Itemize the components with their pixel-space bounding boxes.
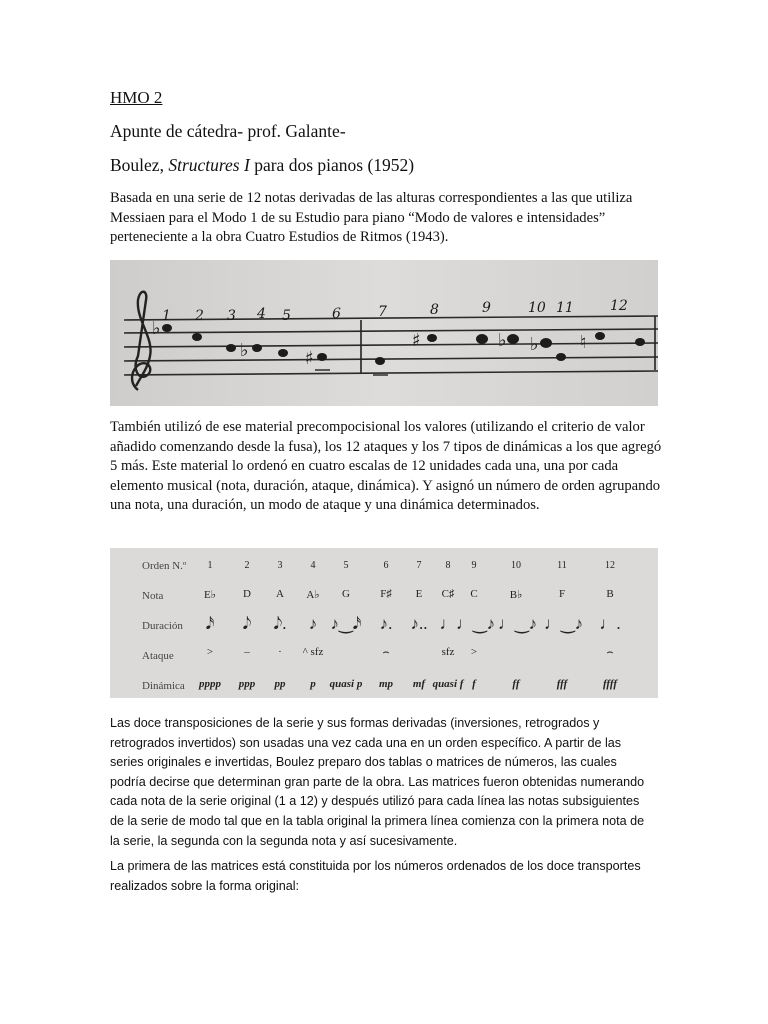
score-number: 3 (227, 308, 236, 324)
orden-cell: 10 (511, 560, 521, 571)
document-heading: HMO 2 (110, 88, 163, 107)
duracion-cell: ♩ (439, 614, 457, 633)
nota-cell: F♯ (380, 588, 392, 600)
ataque-cell: · (278, 646, 282, 658)
dinamica-cell: mf (412, 678, 426, 690)
row-label-nota: Nota (142, 590, 164, 602)
paragraph-transpositions: Las doce transposiciones de la serie y sus formas derivadas (inversiones, retrogrados y retrogrados invertidos) son usadas una vez cada una en un orden específico. A partir de las series originales e invertidas, Boulez preparo dos tablas o matrices de números, las cuales podría decirse que determinan gran parte de la obra. Las matrices fueron obtenidas numerando cada nota de la serie original (1 a 12) y después utilizó para cada línea las notas subsiguientes de la serie de modo tal que en la tabla original la primera línea comienza con la primera nota de la serie, la segunda con la segunda nota y así sucesivamente. (110, 716, 645, 848)
score-number: 7 (378, 304, 387, 320)
duracion-cell: ♪‿𝅘𝅥𝅯 (330, 614, 362, 633)
score-number: 1 (162, 308, 171, 324)
score-number: 5 (282, 308, 291, 324)
row-label-ataque: Ataque (142, 650, 174, 662)
nota-cell: F (558, 588, 566, 600)
score-number: 6 (332, 306, 341, 322)
dinamica-cell: pp (274, 678, 286, 690)
dinamica-cell: quasi f (432, 678, 464, 690)
orden-cell: 3 (277, 560, 283, 571)
svg-text:♯: ♯ (305, 348, 314, 369)
svg-text:♭: ♭ (498, 330, 507, 351)
svg-text:♭: ♭ (240, 340, 249, 361)
nota-cell: G (342, 588, 350, 600)
orden-cell: 9 (471, 560, 477, 571)
nota-cell: A♭ (306, 589, 320, 601)
score-staff (110, 260, 658, 406)
dinamica-cell: p (310, 678, 316, 690)
duracion-cell: ♩‿♪ (498, 614, 538, 633)
ataque-cell: > (206, 646, 214, 658)
orden-cell: 12 (605, 560, 615, 571)
nota-cell: A (276, 588, 284, 600)
score-number: 9 (482, 300, 491, 316)
svg-text:♭: ♭ (530, 334, 539, 355)
dinamica-cell: ff (512, 678, 520, 690)
nota-cell: E♭ (204, 589, 216, 601)
score-number: 8 (430, 302, 439, 318)
work-title (110, 155, 414, 176)
row-label-dinamica: Dinámica (142, 680, 185, 692)
svg-text:♮: ♮ (580, 332, 587, 353)
duracion-cell: ♪ (308, 614, 318, 633)
orden-cell: 6 (383, 560, 389, 571)
duracion-cell: ♩‿♪ (544, 614, 584, 633)
ataque-cell: ⌢ (606, 646, 614, 658)
ataque-cell: – (244, 646, 250, 658)
duracion-cell: 𝅘𝅥𝅯 (205, 614, 215, 633)
orden-cell: 5 (343, 560, 349, 571)
document-subtitle: Apunte de cátedra- prof. Galante- (110, 121, 346, 141)
nota-cell: C (470, 588, 478, 600)
svg-text:♯: ♯ (412, 330, 421, 351)
row-label-duracion: Duración (142, 620, 183, 632)
duracion-cell: ♩. (599, 614, 621, 633)
duracion-cell: 𝅘𝅥𝅮 (242, 614, 252, 633)
score-number: 11 (556, 300, 574, 316)
score-image (110, 260, 658, 406)
dinamica-cell: fff (556, 678, 568, 690)
duracion-cell: ♪.. (410, 614, 428, 633)
ataque-cell: ⌢ (382, 646, 390, 658)
dinamica-cell: ppp (238, 678, 256, 690)
paragraph-matrices: La primera de las matrices está constituida por los números ordenados de los doce transportes realizados sobre la forma original: (110, 859, 641, 893)
score-number: 10 (528, 300, 546, 316)
duracion-cell: 𝅘𝅥𝅮. (273, 614, 287, 633)
nota-cell: D (243, 588, 251, 600)
dinamica-cell: f (472, 678, 476, 690)
score-number: 4 (257, 306, 266, 322)
duracion-cell: ♩‿♪ (456, 614, 496, 633)
orden-cell: 2 (244, 560, 250, 571)
dinamica-cell: mp (378, 678, 394, 690)
dinamica-cell: pppp (199, 678, 221, 690)
nota-cell: B♭ (509, 589, 523, 601)
work-title-italic: Structures I (168, 155, 250, 175)
work-title-rest: para dos pianos (1952) (249, 155, 415, 175)
score-number: 12 (610, 298, 628, 314)
nota-cell: C♯ (441, 588, 455, 600)
paragraph-material: También utilizó de ese material precompocisional los valores (utilizando el criterio de valor añadido comenzando desde la fusa), los 12 ataques y los 7 tipos de dinámicas a los que agregó 5 más. Este material lo ordenó en cuatro escalas de 12 unidades cada una, una por cada elemento musical (nota, duración, ataque, dinámica). Y asignó un número de orden agrupando una nota, una duración, un modo de ataque y una dinámica determinados. (110, 419, 662, 514)
ataque-cell: ^ sfz (302, 646, 324, 658)
nota-cell: B (606, 588, 614, 600)
orden-cell: 11 (557, 560, 567, 571)
dinamica-cell: quasi p (329, 678, 363, 690)
paragraph-intro: Basada en una serie de 12 notas derivadas de las alturas correspondientes a las que utiliza Messiaen para el Modo 1 de su Estudio para piano “Modo de valores e intensidades” perteneciente a la obra Cuatro Estudios de Ritmos (1943). (110, 190, 633, 246)
orden-cell: 8 (445, 560, 451, 571)
dinamica-cell: ffff (602, 678, 618, 690)
orden-cell: 1 (207, 560, 213, 571)
score-number: 2 (195, 308, 204, 324)
composer-name: Boulez, (110, 155, 169, 175)
duracion-cell: ♪. (379, 614, 393, 633)
ataque-cell: > (470, 646, 478, 658)
orden-cell: 7 (416, 560, 422, 571)
svg-text:♭: ♭ (152, 318, 161, 339)
row-label-orden: Orden N.º (142, 560, 187, 572)
ataque-cell: sfz (441, 646, 455, 658)
series-table-image (110, 548, 658, 698)
nota-cell: E (415, 588, 423, 600)
orden-cell: 4 (310, 560, 316, 571)
